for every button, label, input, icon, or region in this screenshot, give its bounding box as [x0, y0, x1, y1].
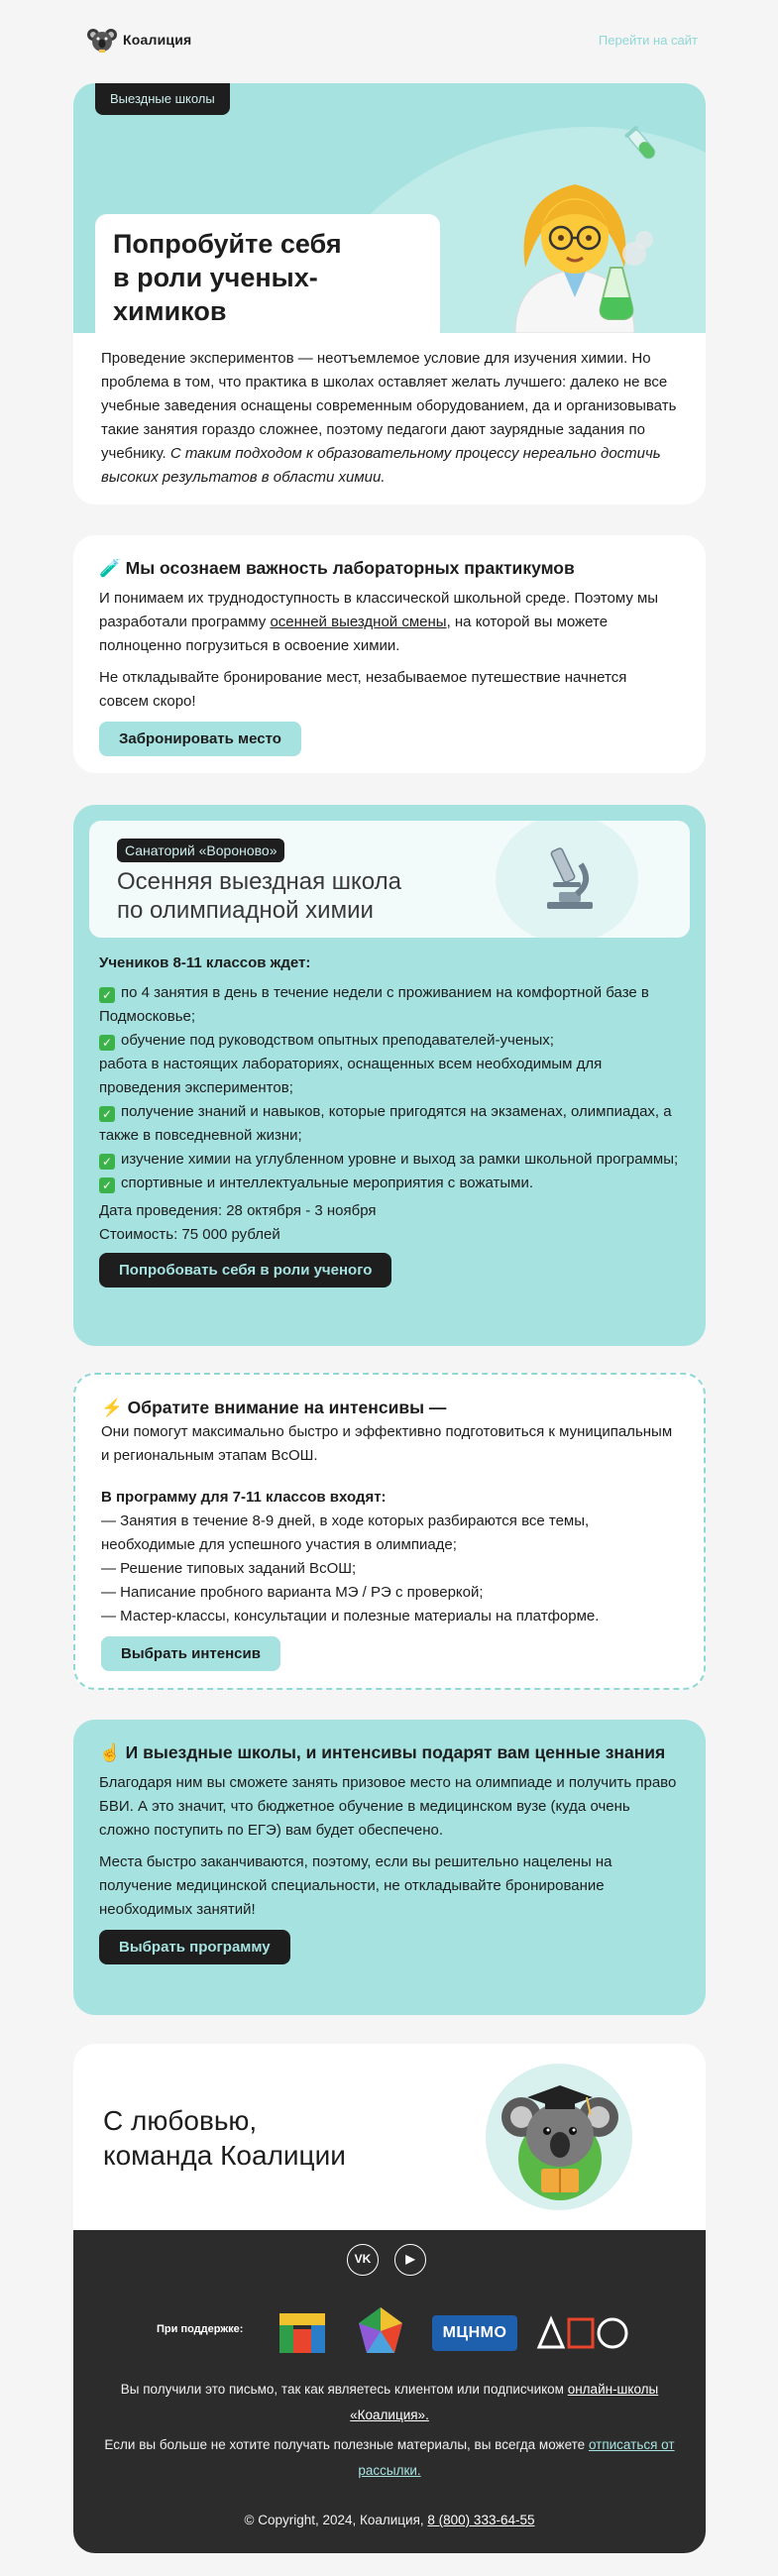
feature-item — [99, 1100, 680, 1148]
intensives-card — [73, 1373, 706, 1690]
feature-item — [99, 1029, 680, 1053]
sanatorium-tag: Санаторий «Вороново» — [117, 839, 284, 862]
intro-text-plain: Проведение экспериментов — неотъемлемое условие для изучения химии. Но проблема в том, что практика в школах оставляет желать лучшего: далеко не все учебные заведения оснащены современным оборудованием, да и организовывать такие занятия гораздо сложнее, поэтому педагоги дают заурядные задания по учебнику. — [101, 350, 677, 462]
program-item: — Мастер-классы, консультации и полезные материалы на платформе. — [101, 1608, 600, 1625]
unsubscribe-link[interactable]: отписаться от рассылки. — [358, 2437, 675, 2478]
paragraph-text-end: , на которой вы можете полноценно погрузиться в освоение химии. — [99, 614, 609, 655]
intensives-intro: Они помогут максимально быстро и эффективно подготовиться к муниципальным и региональным этапам ВсОШ. — [101, 1423, 673, 1465]
check-mark-icon: ✓ — [99, 1154, 115, 1170]
program-item: — Решение типовых заданий ВсОШ; — [101, 1560, 357, 1578]
choose-intensive-button[interactable]: Выбрать интенсив — [101, 1636, 280, 1671]
partner-logo-2-icon — [353, 2305, 408, 2359]
pointing-hand-icon: ☝️ — [99, 1742, 121, 1762]
koala-mascot-icon — [498, 2072, 622, 2202]
footer — [73, 2230, 706, 2553]
lightning-icon: ⚡ — [101, 1398, 123, 1417]
signature-card — [73, 2044, 706, 2230]
copyright — [93, 2508, 686, 2533]
feature-item-text: по 4 занятия в день в течение недели с проживанием на комфортной базе в Подмосковье; — [99, 984, 649, 1025]
check-mark-icon: ✓ — [99, 1106, 115, 1122]
hero-banner — [73, 83, 706, 333]
booking-reminder: Не откладывайте бронирование мест, незабываемое путешествие начнется совсем скоро! — [99, 669, 627, 711]
paragraph-text: И понимаем их труднодоступность в классической школьной среде. Поэтому мы разработали программу — [99, 590, 659, 631]
youtube-icon[interactable]: ▶ — [394, 2244, 426, 2276]
lab-practice-heading — [99, 555, 680, 581]
signature-text — [103, 2103, 346, 2173]
phone-link[interactable]: 8 (800) 333-64-55 — [427, 2513, 535, 2527]
signature-line2: команда Коалиции — [103, 2140, 346, 2171]
logo[interactable] — [87, 25, 191, 55]
scientist-illustration-icon — [486, 159, 664, 333]
school-price: Стоимость: 75 000 рублей — [99, 1226, 280, 1243]
vk-icon[interactable]: VK — [347, 2244, 379, 2276]
school-features-list — [99, 981, 680, 1195]
school-title-line1: Осенняя выездная школа — [117, 868, 401, 895]
school-title — [117, 868, 401, 926]
check-mark-icon: ✓ — [99, 1035, 115, 1051]
school-banner — [89, 821, 690, 938]
check-mark-icon: ✓ — [99, 987, 115, 1003]
feature-item-text: спортивные и интеллектуальные мероприятия с вожатыми. — [121, 1175, 534, 1191]
intro-text — [73, 333, 706, 490]
copyright-text: © Copyright, 2024, Коалиция, — [244, 2513, 428, 2527]
hero-title — [95, 214, 440, 333]
intensives-list — [101, 1510, 678, 1628]
mcnmo-logo: МЦНМО — [432, 2315, 517, 2351]
unsubscribe-notice — [93, 2432, 686, 2483]
value-paragraph-1: Благодаря ним вы сможете занять призовое место на олимпиаде и получить право БВИ. А это значит, что бюджетное обучение в медицинском вузе (куда очень сложно поступить по ЕГЭ) вам будет обеспечено. — [99, 1774, 677, 1840]
try-scientist-button[interactable]: Попробовать себя в роли ученого — [99, 1253, 391, 1288]
hero-card — [73, 83, 706, 504]
school-details — [89, 938, 690, 1288]
microscope-icon — [541, 842, 601, 912]
unsubscribe-notice-text: Если вы больше не хотите получать полезные материалы, вы всегда можете — [104, 2437, 589, 2452]
program-item: — Написание пробного варианта МЭ / РЭ с проверкой; — [101, 1584, 484, 1602]
lab-practice-paragraph — [99, 587, 680, 658]
feature-item-text: получение знаний и навыков, которые пригодятся на экзаменах, олимпиадах, а также в повседневной жизни; — [99, 1103, 672, 1144]
go-to-site-link[interactable]: Перейти на сайт — [598, 33, 698, 48]
school-subheading: Учеников 8-11 классов ждет: — [99, 954, 311, 971]
feature-item-text: изучение химии на углубленном уровне и выход за рамки школьной программы; — [121, 1151, 679, 1168]
value-paragraph-2: Места быстро заканчиваются, поэтому, если вы решительно нацелены на получение медицинской специальности, не откладывайте бронирование необходимых занятий! — [99, 1853, 612, 1919]
lab-practice-heading-text: Мы осознаем важность лабораторных практикумов — [125, 558, 575, 578]
intensives-heading — [101, 1395, 678, 1420]
intro-text-italic: С таким подходом к образовательному процессу нереально достичь высоких результатов в области химии. — [101, 445, 661, 486]
partner-logo-4-icon — [535, 2315, 630, 2351]
school-title-line2: по олимпиадной химии — [117, 896, 374, 924]
school-link[interactable]: онлайн-школы «Коалиция». — [350, 2382, 659, 2422]
feature-item-text: работа в настоящих лабораториях, оснащенных всем необходимым для проведения экспериментов; — [99, 1056, 603, 1096]
feature-item — [99, 1053, 680, 1100]
school-dates: Дата проведения: 28 октября - 3 ноября — [99, 1202, 377, 1219]
value-card — [73, 1720, 706, 2015]
check-mark-icon: ✓ — [99, 1177, 115, 1193]
program-item: — Занятия в течение 8-9 дней, в ходе которых разбираются все темы, необходимые для успешного участия в олимпиаде; — [101, 1512, 590, 1554]
category-tag: Выездные школы — [95, 83, 230, 115]
choose-program-button[interactable]: Выбрать программу — [99, 1930, 290, 1964]
value-heading-text: И выездные школы, и интенсивы подарят вам ценные знания — [125, 1742, 666, 1762]
feature-item — [99, 1172, 680, 1195]
email-header — [87, 22, 702, 61]
autumn-school-card — [73, 805, 706, 1346]
value-heading — [99, 1739, 680, 1765]
test-tube-emoji-icon: 🧪 — [99, 558, 121, 578]
book-place-button[interactable]: Забронировать место — [99, 722, 301, 756]
hero-title-line2: в роли ученых-химиков — [113, 262, 318, 326]
lab-practice-card — [73, 535, 706, 773]
feature-item — [99, 981, 680, 1029]
partner-logo-1-icon — [276, 2307, 329, 2357]
client-notice-text: Вы получили это письмо, так как являетесь клиентом или подписчиком — [120, 2382, 568, 2397]
intensives-heading-text: Обратите внимание на интенсивы — — [127, 1398, 447, 1417]
feature-item-text: обучение под руководством опытных преподавателей-ученых; — [121, 1032, 554, 1049]
koala-logo-icon — [87, 25, 117, 55]
support-label: При поддержке: — [157, 2323, 244, 2335]
signature-line1: С любовью, — [103, 2105, 258, 2136]
autumn-session-link[interactable]: осенней выездной смены — [270, 614, 447, 631]
intensives-subheading: В программу для 7-11 классов входят: — [101, 1489, 387, 1507]
logo-text: Коалиция — [123, 31, 192, 48]
social-links — [347, 2244, 426, 2276]
hero-title-line1: Попробуйте себя — [113, 229, 342, 259]
feature-item — [99, 1148, 680, 1172]
client-notice — [93, 2377, 686, 2427]
